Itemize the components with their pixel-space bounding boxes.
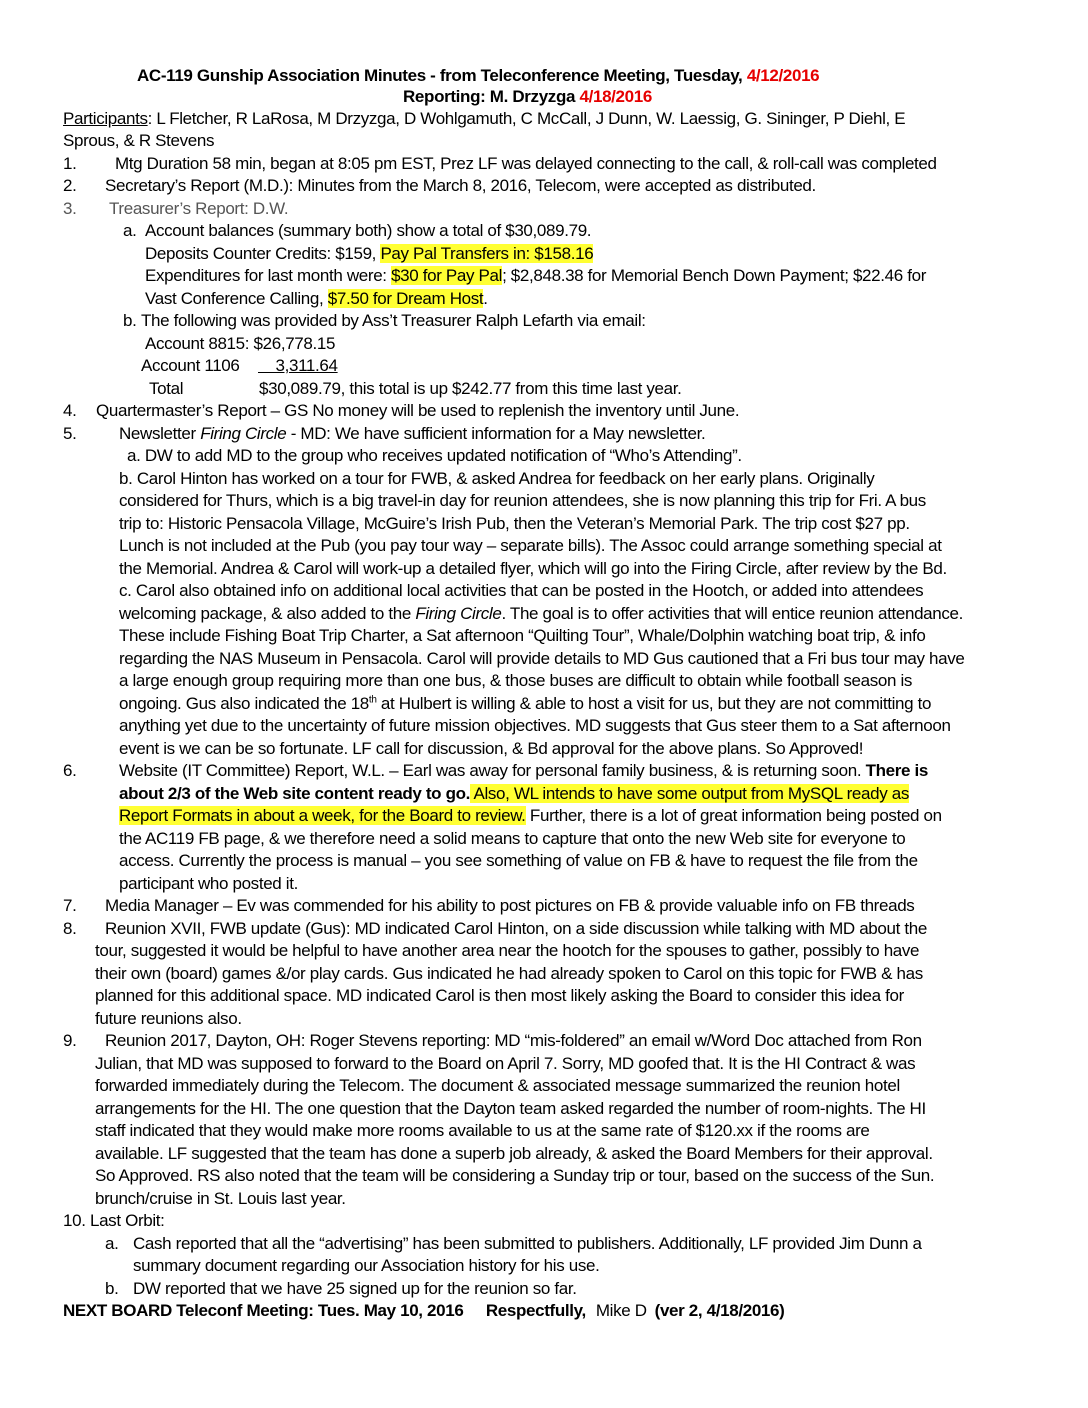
total-value: $30,089.79, this total is up $242.77 from this time last year.: [259, 379, 682, 398]
item-number: 8.: [63, 919, 77, 938]
item-9-line: available. LF suggested that the team has done a superb job already, & asked the Board Members for their approval.: [95, 1144, 933, 1163]
vast-text: Vast Conference Calling,: [145, 289, 328, 308]
total-label: Total: [149, 379, 184, 398]
item-9-line: brunch/cruise in St. Louis last year.: [95, 1189, 346, 1208]
item-6-line: access. Currently the process is manual – you see something of value on FB & have to request the file from the: [119, 851, 918, 870]
treasurer-note: The following was provided by Ass’t Treasurer Ralph Lefarth via email:: [141, 311, 646, 330]
item-5c-line: a large enough group requiring more than one bus, & those buses are difficult to obtain while football season is: [119, 671, 913, 690]
website-text: Website (IT Committee) Report, W.L. – Earl was away for personal family business, & is returning soon.: [119, 761, 866, 780]
website-text-cont: Further, there is a lot of great information being posted on: [525, 806, 942, 825]
item-10-line: [63, 1210, 165, 1233]
item-8-line: their own (board) games &/or play cards. Gus indicated he had already spoken to Carol on this topic for FWB & has: [95, 964, 923, 983]
hulbert-text: ongoing. Gus also indicated the 18: [119, 694, 369, 713]
website-bold-cont: about 2/3 of the Web site content ready to go.: [119, 784, 471, 803]
item-7-text: Media Manager – Ev was commended for his ability to post pictures on FB & provide valuable info on FB threads: [105, 896, 915, 915]
item-5c-line: event is we can be so fortunate. LF call for discussion, & Bd approval for the above plans. So Approved!: [119, 739, 864, 758]
superscript: th: [368, 694, 377, 706]
deposits-line: [145, 243, 593, 266]
item-8-line: tour, suggested it would be helpful to have another area near the hootch for the spouses to gather, possibly to have: [95, 941, 920, 960]
item-number: 7.: [63, 896, 77, 915]
firing-circle-title: Firing Circle: [415, 604, 502, 623]
reporting-date: 4/18/2016: [579, 87, 652, 106]
item-5c-line: regarding the NAS Museum in Pensacola. Carol will provide details to MD Gus cautioned that a Fri bus tour may have: [119, 649, 965, 668]
item-5c-line: These include Fishing Boat Trip Charter, a Sat afternoon “Quilting Tour”, Whale/Dolphin watching boat trip, & info: [119, 626, 926, 645]
newsletter-text-cont: - MD: We have sufficient information for a May newsletter.: [286, 424, 706, 443]
sub-label: a.: [123, 221, 137, 240]
item-number: 1.: [63, 154, 77, 173]
item-5b-line: trip to: Historic Pensacola Village, McGuire’s Irish Pub, then the Veteran’s Memorial Park. The trip cost $27 pp.: [119, 514, 910, 533]
report-formats-highlight: Report Formats in about a week, for the Board to review.: [119, 806, 526, 825]
account-1106-value: 3,311.64: [258, 356, 338, 375]
document-title: [137, 65, 819, 88]
item-6-line: participant who posted it.: [119, 874, 298, 893]
item-6-line: [119, 783, 909, 806]
respectfully: Respectfully,: [485, 1301, 586, 1320]
item-number: 6.: [63, 761, 77, 780]
hulbert-text-cont: at Hulbert is willing & able to host a visit for us, but they are not committing to: [376, 694, 932, 713]
reporting-label: Reporting: M. Drzyzga: [403, 87, 576, 106]
version-note: (ver 2, 4/18/2016): [654, 1301, 785, 1320]
reporting-line: [403, 86, 652, 109]
paypal-fee-highlight: $30 for Pay Pal: [391, 266, 503, 285]
item-5b-line: considered for Thurs, which is a big travel-in day for reunion attendees, she is now planning this trip for Fri. A bus: [119, 491, 926, 510]
item-9-line: arrangements for the HI. The one question that the Dayton team asked regarded the number of room-nights. The HI: [95, 1099, 926, 1118]
item-5c-line: [119, 693, 931, 716]
item-5-text: [119, 423, 705, 446]
period: .: [483, 289, 488, 308]
item-5b-line: Lunch is not included at the Pub (you pay tour way – separate bills). The Assoc could arrange something special at: [119, 536, 942, 555]
item-5a: a. DW to add MD to the group who receives updated notification of “Who’s Attending”.: [127, 446, 742, 465]
newsletter-text: Newsletter: [119, 424, 201, 443]
item-3-text: Treasurer’s Report: D.W.: [109, 199, 289, 218]
item-1-text: Mtg Duration 58 min, began at 8:05 pm EST, Prez LF was delayed connecting to the call, & roll-call was completed: [115, 154, 937, 173]
item-5c-line: [119, 603, 963, 626]
account-8815: Account 8815: $26,778.15: [145, 334, 336, 353]
author-name: Mike D: [595, 1301, 647, 1320]
item-5c-line: c. Carol also obtained info on additional local activities that can be posted in the Hootch, or added into attendees: [119, 581, 924, 600]
item-number: 2.: [63, 176, 77, 195]
item-9-line: staff indicated that they would make more rooms available to us at the same rate of $120.xx if the rooms are: [95, 1121, 870, 1140]
item-number: 4.: [63, 401, 77, 420]
welcoming-text-cont: . The goal is to offer activities that will entice reunion attendance.: [501, 604, 964, 623]
meeting-date: 4/12/2016: [746, 66, 820, 85]
website-bold: There is: [865, 761, 928, 780]
item-number: 10.: [63, 1211, 86, 1230]
item-8-line: Reunion XVII, FWB update (Gus): MD indicated Carol Hinton, on a side discussion while talking with MD about the: [105, 919, 927, 938]
item-2-text: Secretary’s Report (M.D.): Minutes from the March 8, 2016, Telecom, were accepted as distributed.: [105, 176, 816, 195]
sub-label: b.: [105, 1279, 119, 1298]
paypal-transfers-highlight: Pay Pal Transfers in: $158.16: [380, 244, 594, 263]
item-5b-line: b. Carol Hinton has worked on a tour for FWB, & asked Andrea for feedback on her early plans. Originally: [119, 469, 875, 488]
welcoming-text: welcoming package, & also added to the: [119, 604, 416, 623]
firing-circle-title: Firing Circle: [200, 424, 287, 443]
participants-line: [63, 108, 905, 131]
sub-label: a.: [105, 1234, 119, 1253]
account-balances: Account balances (summary both) show a total of $30,089.79.: [145, 221, 592, 240]
item-8-line: future reunions also.: [95, 1009, 242, 1028]
item-number: 3.: [63, 199, 77, 218]
participants-label: Participants: [63, 109, 148, 128]
item-4-text: Quartermaster’s Report – GS No money will be used to replenish the inventory until June.: [96, 401, 740, 420]
participants-list: : L Fletcher, R LaRosa, M Drzyzga, D Wohlgamuth, C McCall, J Dunn, W. Laessig, G. Sininger, P Diehl, E: [147, 109, 906, 128]
item-5b-line: the Memorial. Andrea & Carol will work-up a detailed flyer, which will go into the Firing Circle, after review by the Bd.: [119, 559, 947, 578]
next-meeting: NEXT BOARD Teleconf Meeting: Tues. May 10, 2016: [63, 1301, 464, 1320]
item-9-line: Reunion 2017, Dayton, OH: Roger Stevens reporting: MD “mis-foldered” an email w/Word Doc attached from Ron: [105, 1031, 922, 1050]
item-8-line: planned for this additional space. MD indicated Carol is then most likely asking the Board to consider this idea for: [95, 986, 904, 1005]
item-number: 5.: [63, 424, 77, 443]
expenditures-line: [145, 265, 926, 288]
item-10a-line: summary document regarding our Association history for his use.: [133, 1256, 600, 1275]
item-6-line: the AC119 FB page, & we therefore need a solid means to capture that onto the new Web site for everyone to: [119, 829, 906, 848]
account-1106-label: Account 1106: [141, 356, 240, 375]
item-9-line: Julian, that MD was supposed to forward to the Board on April 7. Sorry, MD goofed that. It is the HI Contract & was: [95, 1054, 916, 1073]
deposits-text: Deposits Counter Credits: $159,: [145, 244, 381, 263]
expenditures-text: Expenditures for last month were:: [145, 266, 392, 285]
sub-label: b.: [123, 311, 137, 330]
item-number: 9.: [63, 1031, 77, 1050]
expenditures-text-cont: ; $2,848.38 for Memorial Bench Down Payment; $22.46 for: [502, 266, 926, 285]
footer-line: [63, 1300, 784, 1323]
item-6-line: [119, 805, 942, 828]
item-9-line: forwarded immediately during the Telecom. The document & associated message summarized the reunion hotel: [95, 1076, 900, 1095]
item-5c-line: anything yet due to the uncertainty of future mission objectives. MD suggests that Gus steer them to a Sat afternoon: [119, 716, 951, 735]
item-6-line: [119, 760, 928, 783]
participants-list-cont: Sprous, & R Stevens: [63, 131, 215, 150]
title-text: AC-119 Gunship Association Minutes - from Teleconference Meeting, Tuesday,: [137, 66, 743, 85]
item-10b-line: DW reported that we have 25 signed up for the reunion so far.: [133, 1279, 577, 1298]
item-9-line: So Approved. RS also noted that the team will be considering a Sunday trip or tour, based on the success of the Sun.: [95, 1166, 935, 1185]
mysql-highlight: Also, WL intends to have some output from MySQL ready as: [470, 784, 909, 803]
vast-conference-line: [145, 288, 488, 311]
last-orbit-label: Last Orbit:: [89, 1211, 165, 1230]
dream-host-highlight: $7.50 for Dream Host: [327, 289, 484, 308]
item-10a-line: Cash reported that all the “advertising” has been submitted to publishers. Additionally, LF provided Jim Dunn a: [133, 1234, 922, 1253]
